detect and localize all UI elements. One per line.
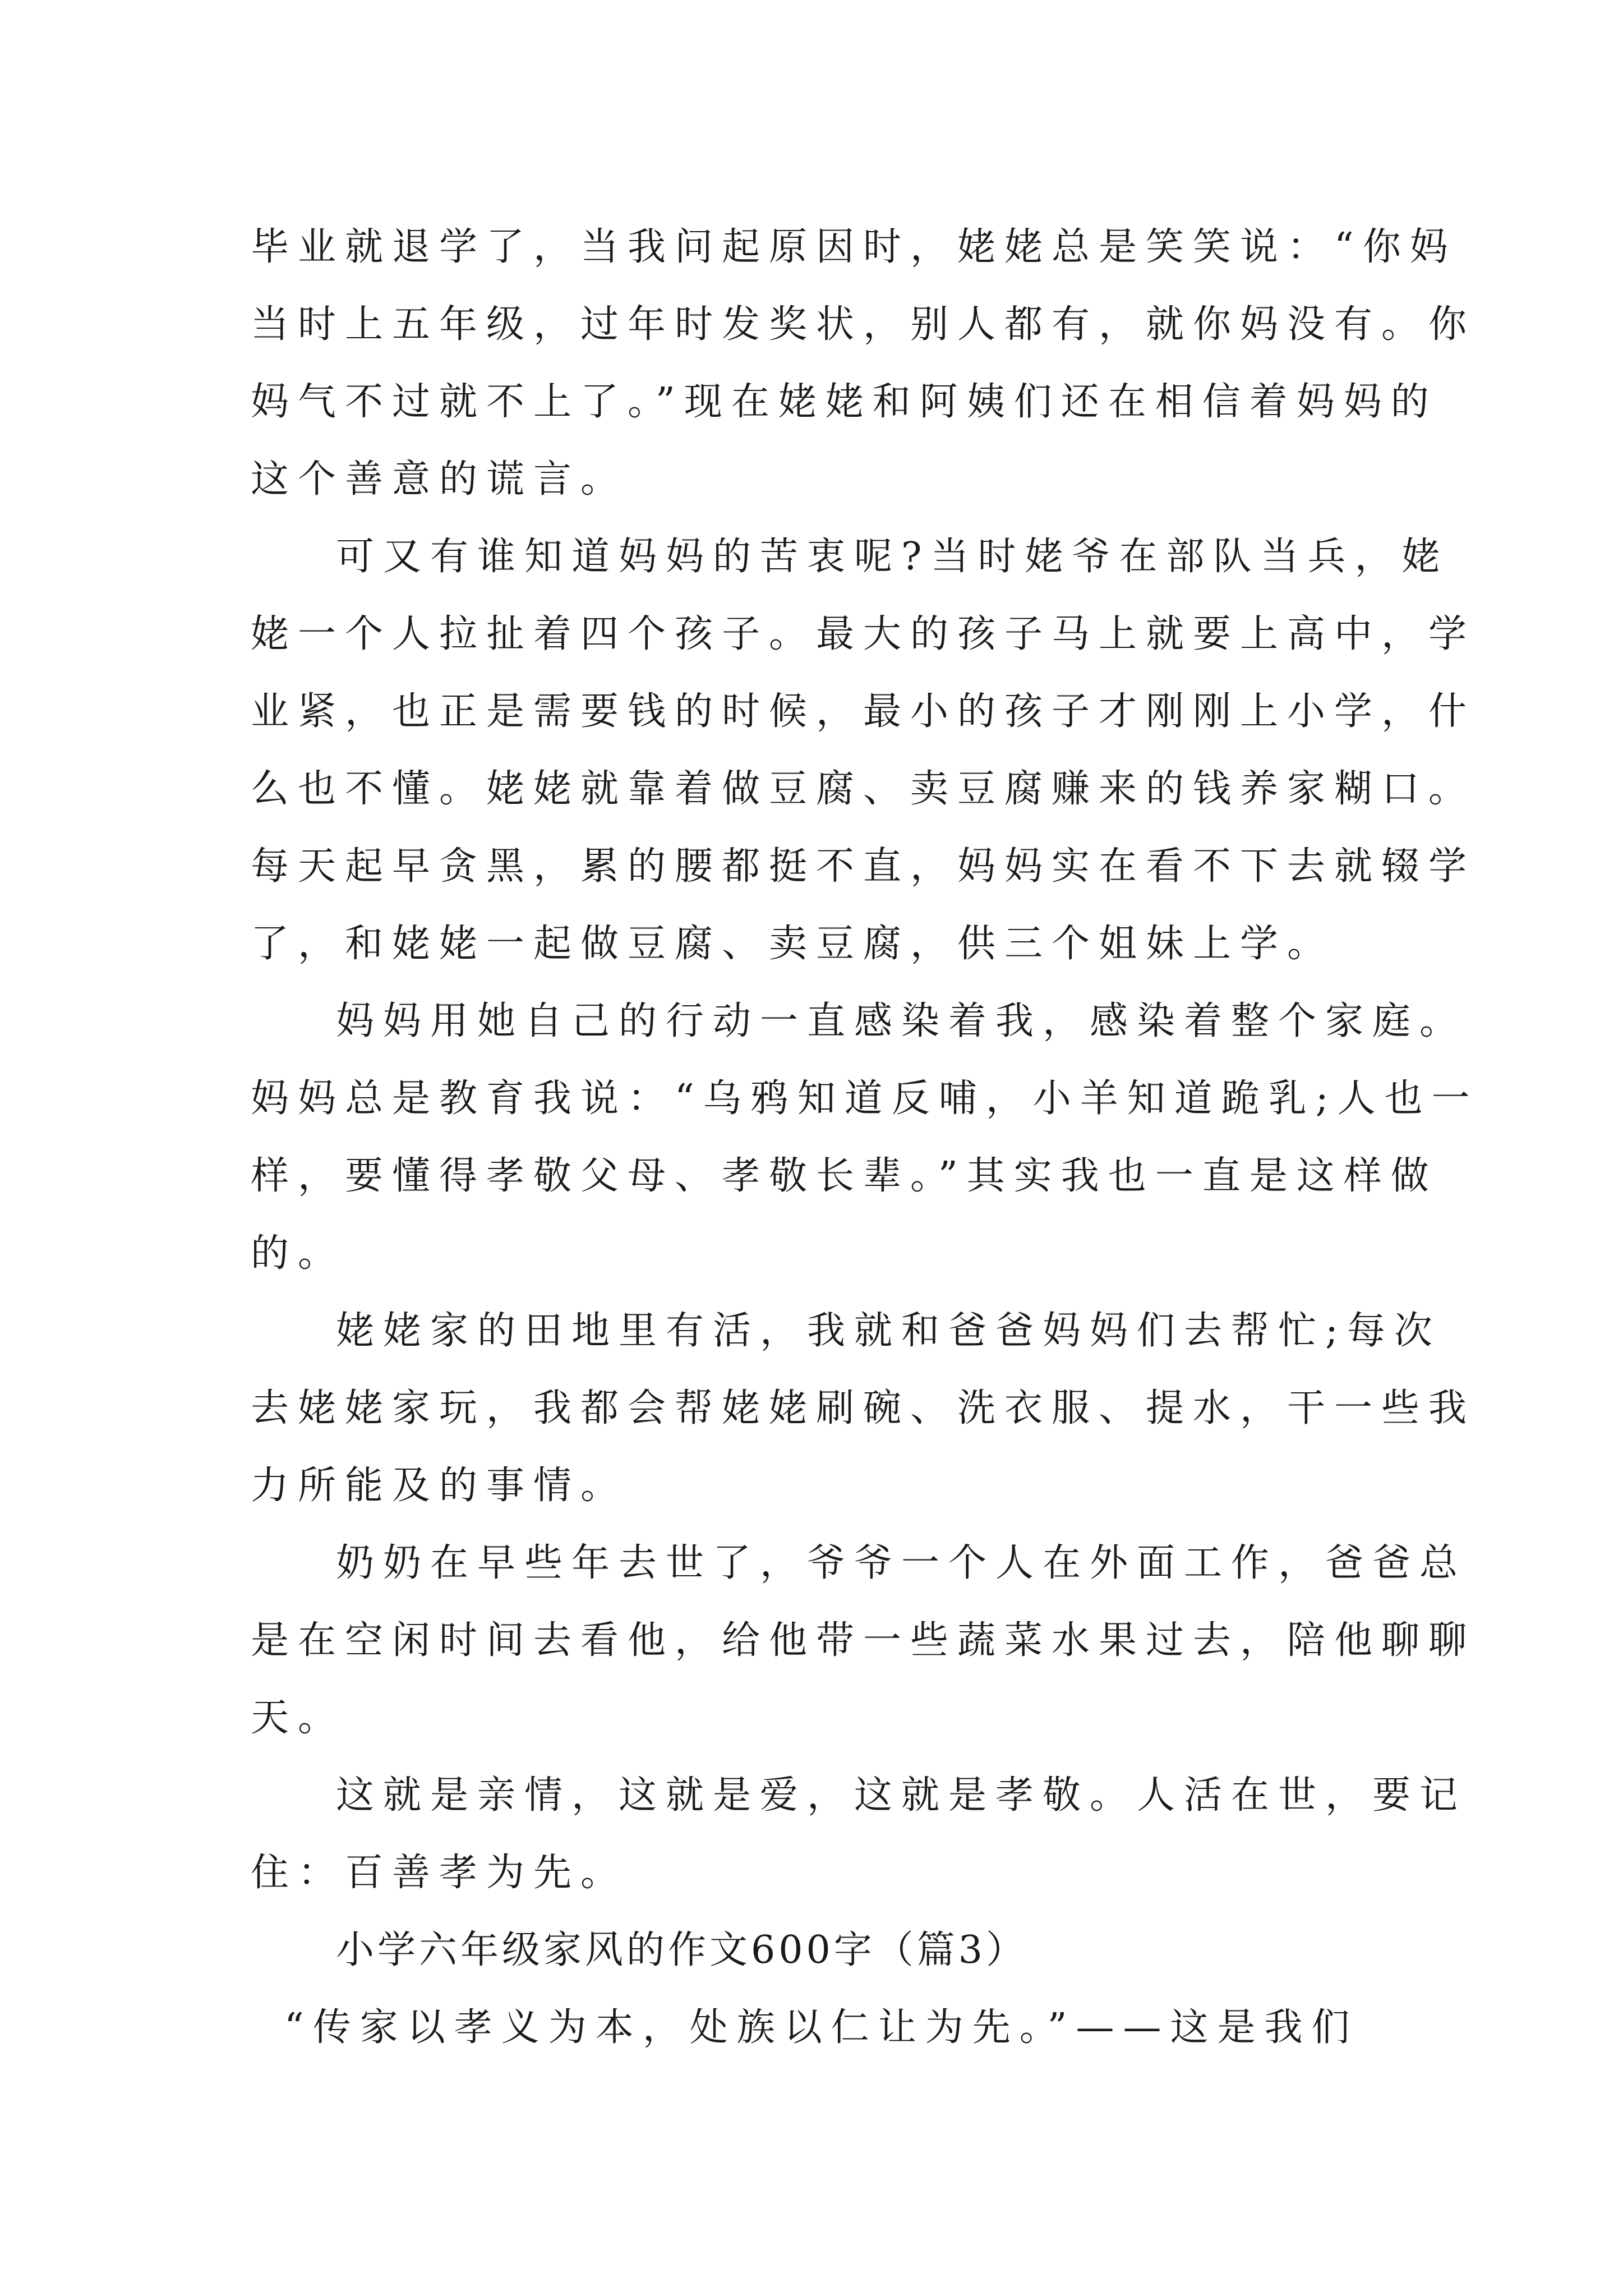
text-line: 当时上五年级，过年时发奖状，别人都有，就你妈没有。你: [251, 302, 1476, 347]
text-line: 样，要懂得孝敬父母、孝敬长辈。”其实我也一直是这样做: [251, 1154, 1438, 1198]
text-line: 住：百善孝为先。: [251, 1851, 628, 1895]
text-line: 是在空闲时间去看他，给他带一些蔬菜水果过去，陪他聊聊: [251, 1618, 1476, 1663]
text-line: 妈气不过就不上了。”现在姥姥和阿姨们还在相信着妈妈的: [251, 380, 1438, 424]
text-line: 妈妈总是教育我说：“乌鸦知道反哺，小羊知道跪乳;人也一: [251, 1076, 1479, 1121]
text-line: 每天起早贪黑，累的腰都挺不直，妈妈实在看不下去就辍学: [251, 844, 1476, 889]
paragraph-first-line: 这就是亲情，这就是爱，这就是孝敬。人活在世，要记: [336, 1773, 1467, 1818]
text-line: 业紧，也正是需要钱的时候，最小的孩子才刚刚上小学，什: [251, 689, 1476, 734]
text-line: 这个善意的谎言。: [251, 457, 628, 501]
text-line: 么也不懂。姥姥就靠着做豆腐、卖豆腐赚来的钱养家糊口。: [251, 767, 1476, 811]
paragraph-first-line: 姥姥家的田地里有活，我就和爸爸妈妈们去帮忙;每次: [336, 1309, 1441, 1353]
paragraph-first-line: 妈妈用她自己的行动一直感染着我，感染着整个家庭。: [336, 999, 1467, 1043]
text-line: 天。: [251, 1696, 345, 1740]
paragraph-first-line: 可又有谁知道妈妈的苦衷呢?当时姥爷在部队当兵，姥: [336, 535, 1449, 579]
paragraph-first-line: 奶奶在早些年去世了，爷爷一个人在外面工作，爸爸总: [336, 1541, 1467, 1585]
essay-body: [251, 209, 1479, 2067]
section-heading: 小学六年级家风的作文600字（篇3）: [336, 1928, 1028, 1972]
paragraph-first-line: “传家以孝义为本，处族以仁让为先。”——这是我们: [284, 2005, 1359, 2050]
text-line: 去姥姥家玩，我都会帮姥姥刷碗、洗衣服、提水，干一些我: [251, 1386, 1476, 1430]
text-line: 姥一个人拉扯着四个孩子。最大的孩子马上就要上高中，学: [251, 612, 1476, 656]
text-line: 力所能及的事情。: [251, 1464, 628, 1508]
text-line: 了，和姥姥一起做豆腐、卖豆腐，供三个姐妹上学。: [251, 922, 1335, 966]
text-line: 的。: [251, 1231, 345, 1276]
text-line: 毕业就退学了，当我问起原因时，姥姥总是笑笑说：“你妈: [251, 225, 1457, 269]
